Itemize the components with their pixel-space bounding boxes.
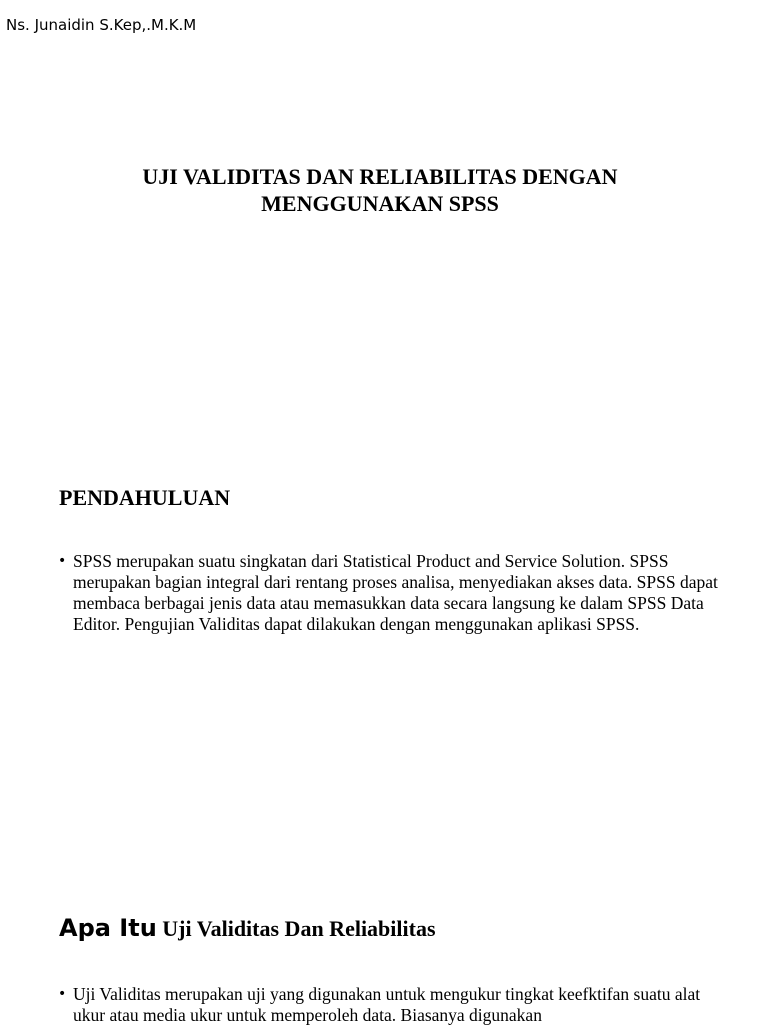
heading-topic: Uji Validitas Dan Reliabilitas: [162, 916, 436, 941]
author-name: Ns. Junaidin S.Kep,.M.K.M: [6, 16, 197, 34]
title-line-1: UJI VALIDITAS DAN RELIABILITAS DENGAN: [142, 164, 618, 189]
section-heading-pendahuluan: PENDAHULUAN: [59, 485, 231, 510]
document-title: [80, 163, 680, 217]
bullet-text: SPSS merupakan suatu singkatan dari Statistical Product and Service Solution. SPSS merupakan bagian integral dari rentang proses analisa, menyediakan akses data. SPSS dapat membaca berbagai jenis data atau memasukkan data secara langsung ke dalam SPSS Data Editor. Pengujian Validitas dapat dilakukan dengan menggunakan aplikasi SPSS.: [73, 551, 718, 634]
title-line-2: MENGGUNAKAN SPSS: [261, 191, 499, 216]
section-heading-apa-itu: [59, 914, 436, 943]
list-item: [58, 984, 718, 1026]
pendahuluan-bullet-list: [58, 551, 718, 635]
bullet-icon: •: [58, 553, 67, 569]
heading-prefix: Apa Itu: [59, 914, 157, 942]
bullet-text: Uji Validitas merupakan uji yang digunakan untuk mengukur tingkat keefktifan suatu alat ukur atau media ukur untuk memperoleh data. Biasanya digunakan: [73, 984, 701, 1025]
apa-itu-bullet-list: [58, 984, 718, 1026]
bullet-icon: •: [58, 986, 67, 1002]
list-item: [58, 551, 718, 635]
